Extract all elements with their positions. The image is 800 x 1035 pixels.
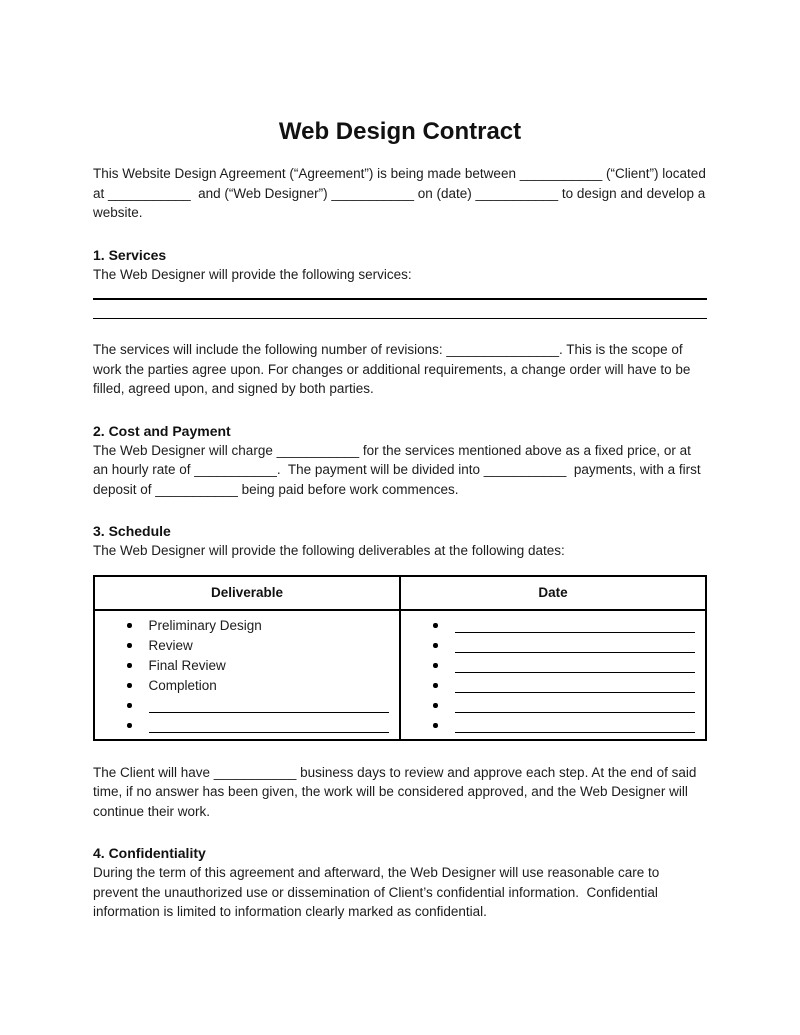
schedule-table-body — [95, 611, 705, 739]
date-fill-in-item — [401, 696, 705, 716]
bullet-icon — [433, 723, 438, 728]
deliverable-item — [95, 616, 399, 636]
deliverable-fill-in-item — [95, 696, 399, 716]
deliverable-fill-in-item — [95, 716, 399, 736]
schedule-table-header-row — [95, 577, 705, 611]
bullet-icon — [127, 703, 132, 708]
document-title: Web Design Contract — [278, 118, 522, 145]
date-fill-in-item — [401, 616, 705, 636]
confidentiality-paragraph: During the term of this agreement and afterward, the Web Designer will use reasonable care to prevent the unauthorized use or dissemination of Client’s confidential information. Confidential information is limited to information clearly marked as confidential. — [93, 865, 664, 919]
bullet-icon — [433, 663, 438, 668]
date-fill-in-item — [401, 656, 705, 676]
bullet-icon — [127, 683, 132, 688]
services-lead: The Web Designer will provide the following services: — [93, 266, 412, 282]
deliverable-label: Final Review — [148, 657, 226, 673]
fill-in-line — [455, 679, 695, 693]
schedule-lead: The Web Designer will provide the following deliverables at the following dates: — [93, 543, 565, 558]
bullet-icon — [433, 623, 438, 628]
bullet-icon — [127, 643, 132, 648]
date-fill-in-item — [401, 676, 705, 696]
date-fill-in-item — [401, 636, 705, 656]
fill-in-line — [455, 699, 695, 713]
date-list — [401, 611, 705, 739]
bullet-icon — [127, 663, 132, 668]
date-fill-in-item — [401, 716, 705, 736]
deliverable-label: Completion — [148, 677, 217, 693]
fill-in-line — [455, 619, 695, 633]
fill-in-line — [455, 659, 695, 673]
deliverable-item — [95, 676, 399, 696]
deliverable-label: Preliminary Design — [148, 617, 262, 633]
bullet-icon — [433, 643, 438, 648]
fill-in-line — [455, 639, 695, 653]
section-heading-schedule: 3. Schedule — [93, 523, 171, 539]
fill-in-line — [149, 719, 389, 733]
section-heading-cost: 2. Cost and Payment — [93, 422, 231, 439]
cost-paragraph: The Web Designer will charge ___________ for the services mentioned above as a fixed price, or at an hourly rate of ___________. The payment will be divided into ___________ payments, with a first deposit of ___________ being paid before work commences. — [93, 442, 705, 497]
intro-paragraph: This Website Design Agreement (“Agreement”) is being made between ___________ (“Client”) located at ___________ and (“Web Designer”) ___________ on (date) ___________ to design and develop a website. — [93, 166, 710, 220]
bullet-icon — [127, 723, 132, 728]
bullet-icon — [433, 703, 438, 708]
fill-in-line — [93, 298, 707, 300]
schedule-table — [93, 575, 707, 741]
col-header-date: Date — [538, 585, 568, 600]
section-heading-confidentiality: 4. Confidentiality — [93, 845, 206, 861]
deliverable-label: Review — [148, 637, 193, 653]
deliverable-list — [95, 611, 401, 739]
col-header-deliverable: Deliverable — [95, 577, 401, 609]
deliverable-item — [95, 636, 399, 656]
bullet-icon — [127, 623, 132, 628]
fill-in-line — [93, 318, 707, 319]
section-heading-services: 1. Services — [93, 246, 167, 263]
services-revisions-paragraph: The services will include the following number of revisions: _______________. This is the scope of work the parties agree upon. For changes or additional requirements, a change order will have to be filled, agreed upon, and signed by both parties. — [93, 342, 695, 396]
bullet-icon — [433, 683, 438, 688]
fill-in-line — [455, 719, 695, 733]
fill-in-line — [149, 699, 389, 713]
deliverable-item — [95, 656, 399, 676]
review-paragraph: The Client will have ___________ business days to review and approve each step. At the end of said time, if no answer has been given, the work will be considered approved, and the Web Designer will continue their work. — [93, 764, 701, 819]
